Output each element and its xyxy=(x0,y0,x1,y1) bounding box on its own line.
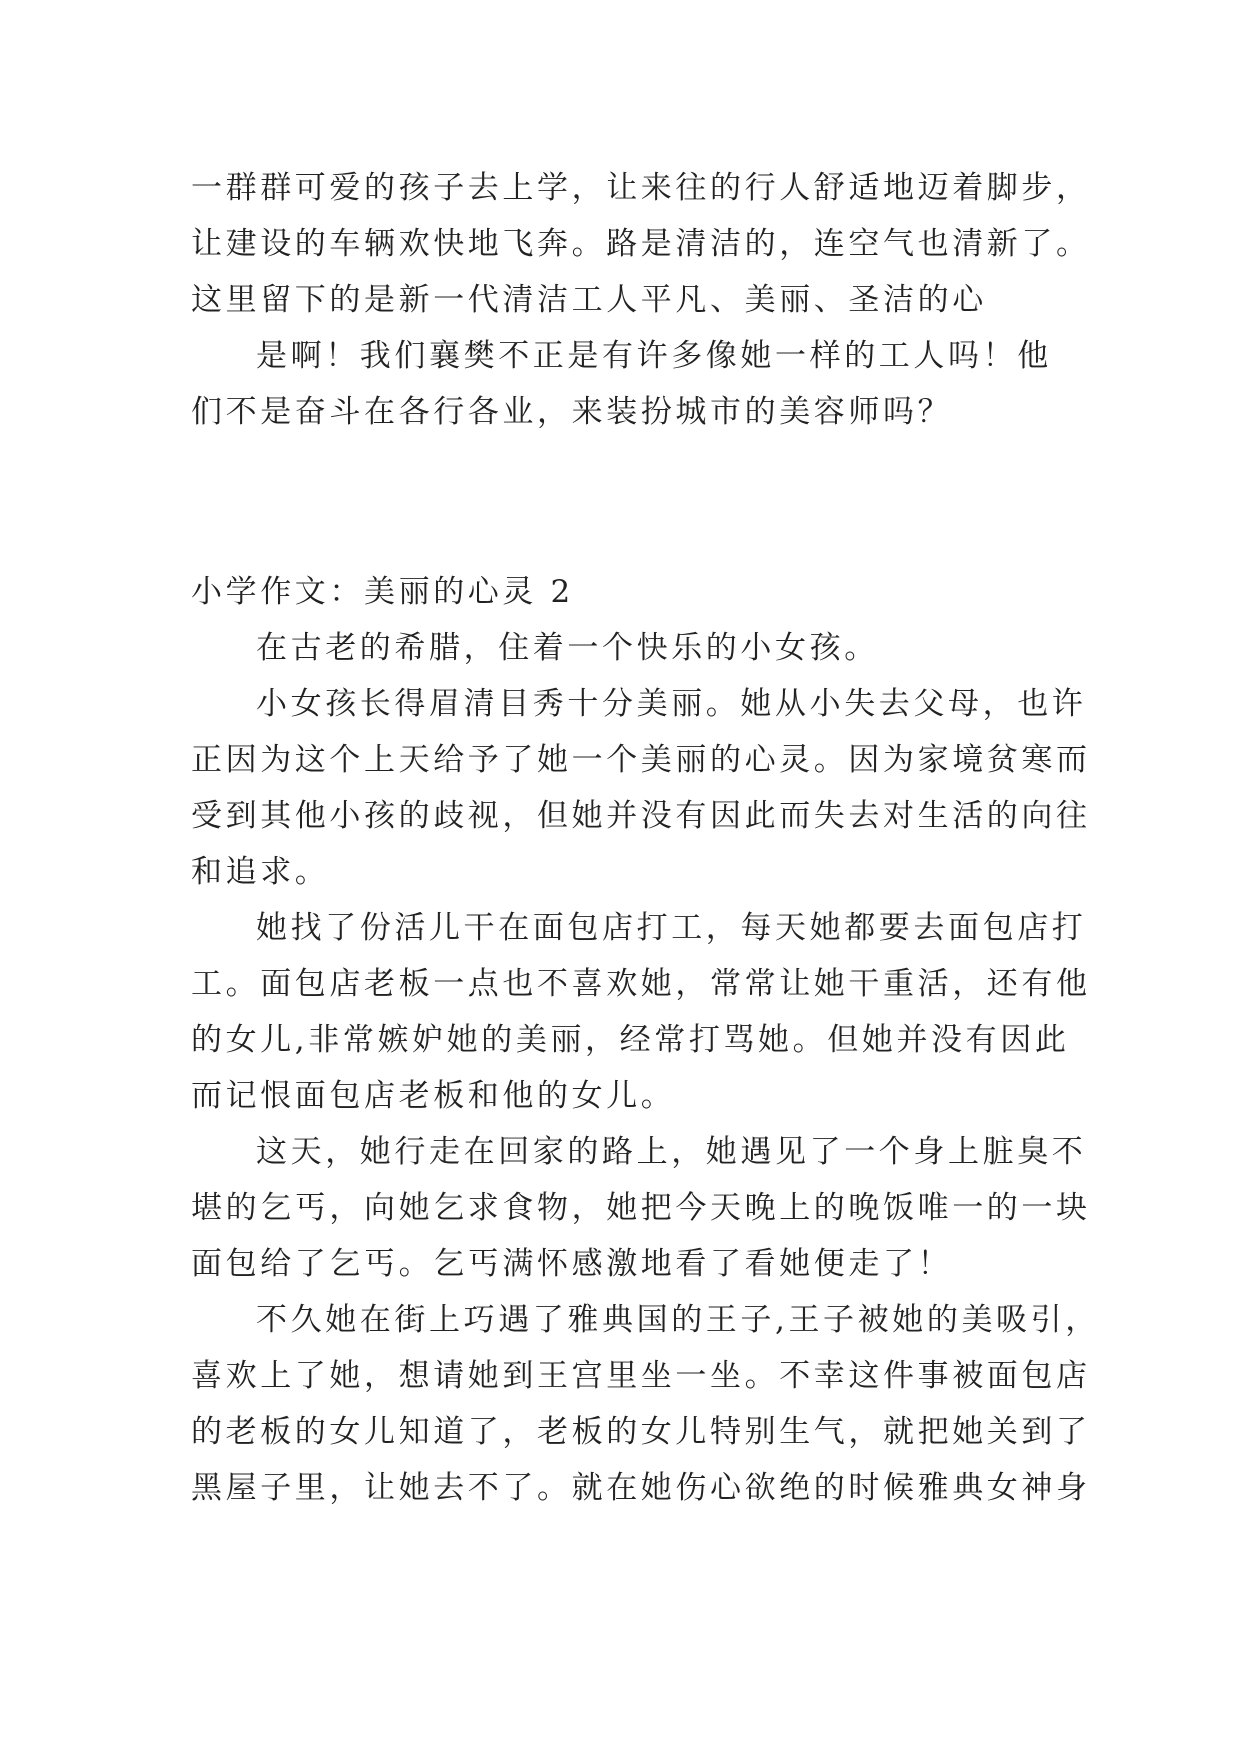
text-line: 这里留下的是新一代清洁工人平凡、美丽、圣洁的心 xyxy=(191,282,987,318)
text-line: 受到其他小孩的歧视，但她并没有因此而失去对生活的向往 xyxy=(191,798,1091,834)
text-line: 的老板的女儿知道了，老板的女儿特别生气，就把她关到了 xyxy=(191,1414,1091,1450)
text-line: 和追求。 xyxy=(191,854,330,890)
section-title: 小学作文：美丽的心灵 2 xyxy=(191,574,574,610)
text-line: 的女儿,非常嫉妒她的美丽，经常打骂她。但她并没有因此 xyxy=(191,1022,1070,1058)
text-line: 而记恨面包店老板和他的女儿。 xyxy=(191,1078,676,1114)
text-line: 让建设的车辆欢快地飞奔。路是清洁的，连空气也清新了。 xyxy=(191,226,1091,262)
text-line: 喜欢上了她，想请她到王宫里坐一坐。不幸这件事被面包店 xyxy=(191,1358,1091,1394)
text-line: 小女孩长得眉清目秀十分美丽。她从小失去父母，也许 xyxy=(256,686,1087,722)
text-line: 是啊！我们襄樊不正是有许多像她一样的工人吗！他 xyxy=(256,338,1052,374)
text-line: 一群群可爱的孩子去上学，让来往的行人舒适地迈着脚步， xyxy=(191,170,1091,206)
text-line: 不久她在街上巧遇了雅典国的王子,王子被她的美吸引， xyxy=(256,1302,1100,1338)
text-line: 黑屋子里，让她去不了。就在她伤心欲绝的时候雅典女神身 xyxy=(191,1470,1091,1506)
text-line: 们不是奋斗在各行各业，来装扮城市的美容师吗？ xyxy=(191,394,953,430)
text-line: 正因为这个上天给予了她一个美丽的心灵。因为家境贫寒而 xyxy=(191,742,1091,778)
text-line: 堪的乞丐，向她乞求食物，她把今天晚上的晚饭唯一的一块 xyxy=(191,1190,1091,1226)
text-line: 工。面包店老板一点也不喜欢她，常常让她干重活，还有他 xyxy=(191,966,1091,1002)
text-line: 面包给了乞丐。乞丐满怀感激地看了看她便走了！ xyxy=(191,1246,953,1282)
text-line: 在古老的希腊，住着一个快乐的小女孩。 xyxy=(256,630,879,666)
text-line: 她找了份活儿干在面包店打工，每天她都要去面包店打 xyxy=(256,910,1087,946)
text-line: 这天，她行走在回家的路上，她遇见了一个身上脏臭不 xyxy=(256,1134,1087,1170)
